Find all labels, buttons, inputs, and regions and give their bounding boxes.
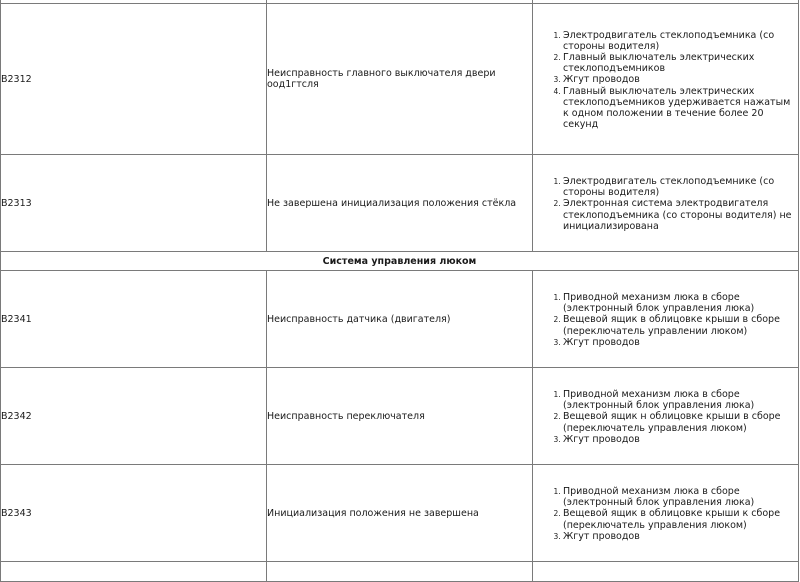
dtc-code: B2342 (1, 368, 267, 465)
table-row (1, 465, 799, 562)
cause-item: 3. Жгут проводов (563, 337, 798, 348)
table-row-bottom-edge (1, 562, 799, 582)
causes-list (533, 389, 798, 445)
causes-list (533, 486, 798, 542)
table-row (1, 155, 799, 252)
causes-list (533, 30, 798, 131)
cause-item: 2. Вещевой ящик в облицовке крыши к сборе (переключатель управления люком) (563, 508, 798, 530)
dtc-description: Неисправность датчика (двигателя) (267, 271, 533, 368)
dtc-description: Инициализация положения не завершена (267, 465, 533, 562)
table-row (1, 4, 799, 155)
cause-item: 3. Жгут проводов (563, 434, 798, 445)
dtc-code: B2313 (1, 155, 267, 252)
cause-item: 1. Электродвигатель стеклоподъемника (со стороны водителя) (563, 30, 798, 52)
dtc-code: B2343 (1, 465, 267, 562)
cause-item: 2. Вещевой ящик н облицовке крыши в сборе (переключатель управления люком) (563, 411, 798, 433)
dtc-description: Неисправность переключателя (267, 368, 533, 465)
cause-item: 2. Вещевой ящик в облицовке крыши в сборе (переключатель управлении люком) (563, 314, 798, 336)
causes-list (533, 176, 798, 232)
cause-item: 4. Главный выключатель электрических стеклоподъемников удерживается нажатым к одном положении в течение более 20 секунд (563, 86, 798, 131)
cause-item: 1. Приводной механизм люка в сборе (электронный блок управления люка) (563, 389, 798, 411)
table-row (1, 271, 799, 368)
cause-item: 2. Главный выключатель электрических стеклоподъемников (563, 52, 798, 74)
cause-item: 2. Электронная система электродвигателя стеклоподъемника (со стороны водителя) не инициализирована (563, 198, 798, 232)
cause-item: 1. Приводной механизм люка в сборе (электронный блок управления люка) (563, 292, 798, 314)
dtc-code: B2341 (1, 271, 267, 368)
section-header-row (1, 252, 799, 271)
causes-list (533, 292, 798, 348)
dtc-causes (533, 155, 799, 252)
dtc-table-body (1, 0, 799, 582)
bottom-edge-cell (533, 562, 799, 582)
dtc-causes (533, 271, 799, 368)
dtc-description: Неисправность главного выключателя двери оод1гтсля (267, 4, 533, 155)
dtc-code: B2312 (1, 4, 267, 155)
cause-item: 3. Жгут проводов (563, 531, 798, 542)
table-row (1, 368, 799, 465)
bottom-edge-cell (267, 562, 533, 582)
bottom-edge-cell (1, 562, 267, 582)
cause-item: 3. Жгут проводов (563, 74, 798, 85)
dtc-causes (533, 4, 799, 155)
dtc-causes (533, 465, 799, 562)
cause-item: 1. Электродвигатель стеклоподъемнике (со стороны водителя) (563, 176, 798, 198)
cause-item: 1. Приводной механизм люка в сборе (электронный блок управления люка) (563, 486, 798, 508)
dtc-causes (533, 368, 799, 465)
section-title: Система управления люком (1, 252, 799, 271)
dtc-description: Не завершена инициализация положения стёкла (267, 155, 533, 252)
